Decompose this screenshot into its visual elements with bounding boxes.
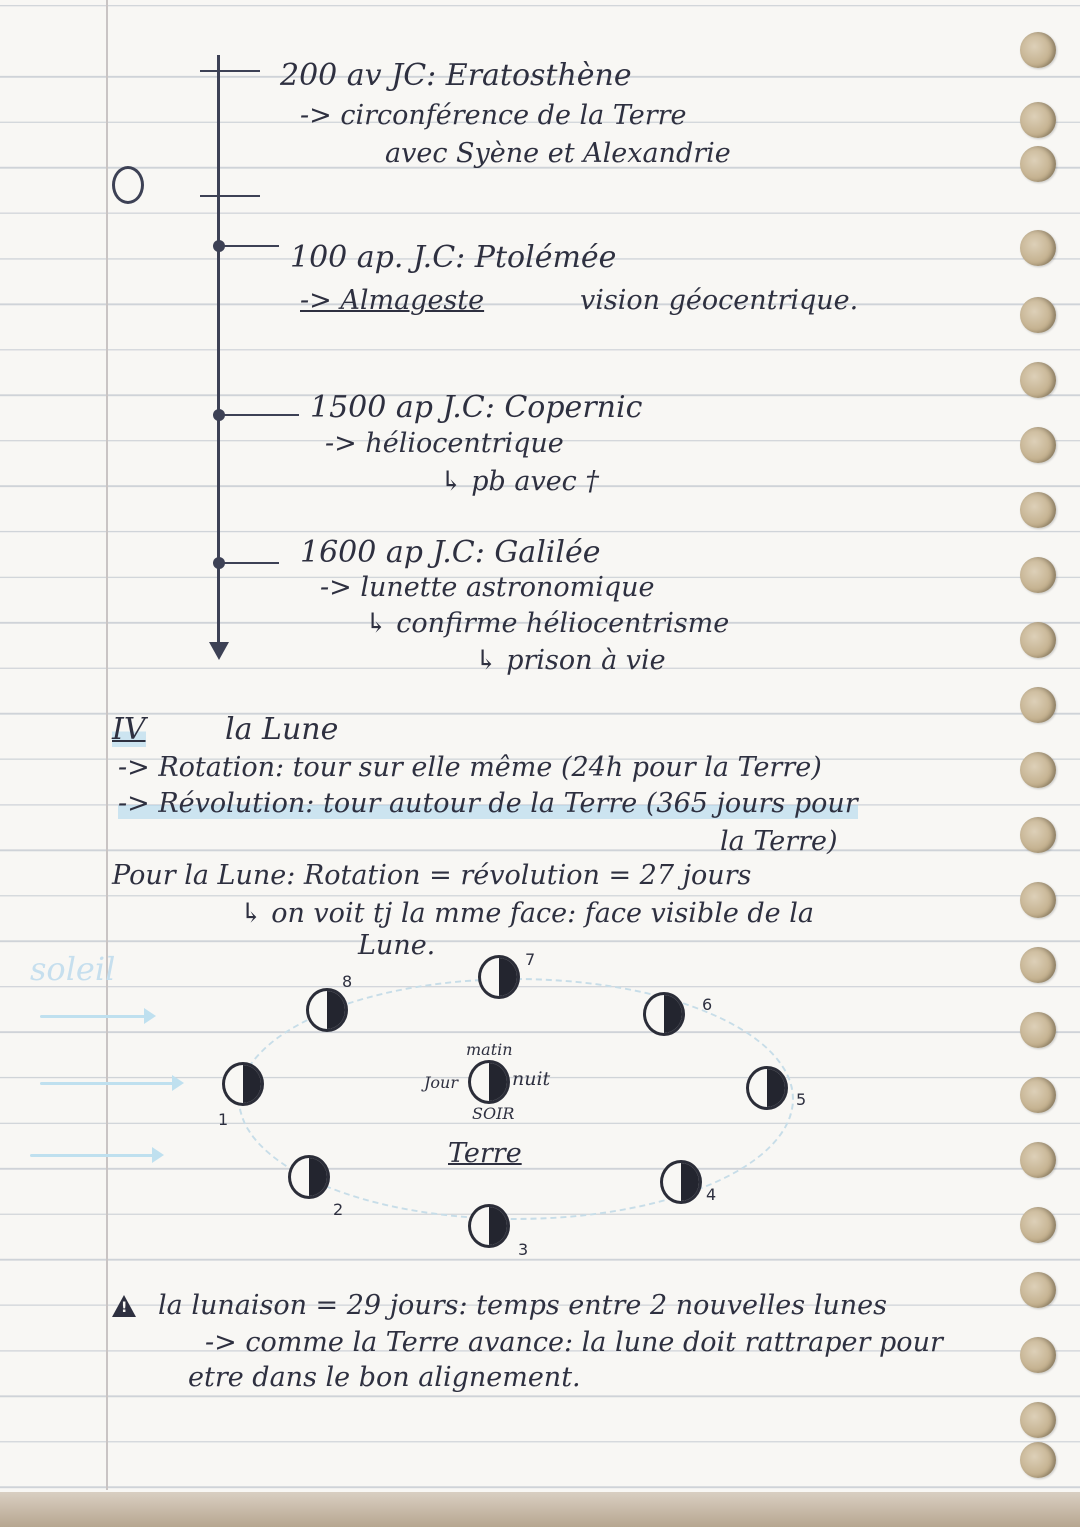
binder-hole <box>1020 146 1056 182</box>
moon-rotation-line: Pour la Lune: Rotation = révolution = 27 jours <box>112 860 752 891</box>
moon-number: 8 <box>342 972 353 991</box>
moon-phase-icon <box>660 1160 702 1204</box>
timeline-entry-heading: 100 ap. J.C: Ptolémée <box>290 240 617 275</box>
earth-label-night: nuit <box>512 1068 551 1090</box>
timeline-tick <box>219 562 279 564</box>
timeline-entry-line: ↳ prison à vie <box>475 645 666 676</box>
note-line: la lunaison = 29 jours: temps entre 2 nouvelles lunes <box>158 1290 887 1321</box>
binder-hole <box>1020 1012 1056 1048</box>
binder-hole <box>1020 687 1056 723</box>
timeline-entry-line: -> lunette astronomique <box>320 572 655 603</box>
binder-hole <box>1020 947 1056 983</box>
binder-hole <box>1020 622 1056 658</box>
binder-hole <box>1020 752 1056 788</box>
moon-phase-icon <box>746 1066 788 1110</box>
sun-label: soleil <box>30 950 116 988</box>
moon-phase-icon <box>288 1155 330 1199</box>
revolution-line-cont: la Terre) <box>720 826 838 857</box>
moon-phase-icon <box>468 1204 510 1248</box>
earth-label-evening: SOIR <box>472 1104 515 1123</box>
consequence-line: ↳ on voit tj la mme face: face visible de la <box>240 898 814 929</box>
binder-hole <box>1020 1207 1056 1243</box>
timeline-arrow-icon <box>209 642 229 660</box>
binder-hole <box>1020 427 1056 463</box>
warning-icon <box>112 1295 136 1317</box>
note-line: etre dans le bon alignement. <box>188 1362 581 1393</box>
note-line: -> comme la Terre avance: la lune doit rattraper pour <box>205 1327 943 1358</box>
timeline-entry-line: avec Syène et Alexandrie <box>385 138 731 169</box>
earth-label-morning: matin <box>466 1040 513 1059</box>
moon-number: 7 <box>525 950 536 969</box>
moon-phase-icon <box>306 988 348 1032</box>
timeline-tick <box>200 195 260 197</box>
section-number: IV <box>112 712 146 747</box>
binder-hole <box>1020 817 1056 853</box>
moon-number: 2 <box>333 1200 344 1219</box>
circle-mark <box>112 166 144 204</box>
moon-number: 6 <box>702 995 713 1014</box>
binder-hole <box>1020 1402 1056 1438</box>
earth-label: Terre <box>448 1138 522 1169</box>
timeline-tick <box>219 414 299 416</box>
timeline-entry-line: ↳ confirme héliocentrisme <box>365 608 730 639</box>
timeline-tick <box>200 70 260 72</box>
revolution-line: -> Révolution: tour autour de la Terre (365 jours pour <box>118 788 858 819</box>
page-bottom-edge <box>0 1492 1080 1527</box>
timeline-entry-line: vision géocentrique. <box>580 285 859 316</box>
binder-holes <box>1020 22 1070 1472</box>
timeline-entry-heading: 1500 ap J.C: Copernic <box>310 390 643 425</box>
moon-phase-icon <box>222 1062 264 1106</box>
moon-number: 4 <box>706 1185 717 1204</box>
sunlight-arrow-icon <box>40 1015 152 1018</box>
binder-hole <box>1020 1077 1056 1113</box>
sunlight-arrow-icon <box>40 1082 180 1085</box>
consequence-line-cont: Lune. <box>358 930 436 961</box>
earth-icon <box>468 1060 510 1104</box>
binder-hole <box>1020 492 1056 528</box>
timeline-entry-line: -> circonférence de la Terre <box>300 100 687 131</box>
binder-hole <box>1020 230 1056 266</box>
binder-hole <box>1020 362 1056 398</box>
moon-number: 1 <box>218 1110 229 1129</box>
timeline-entry-line: -> héliocentrique <box>325 428 564 459</box>
moon-phase-icon <box>643 992 685 1036</box>
timeline-entry-heading: 200 av JC: Eratosthène <box>280 58 632 93</box>
moon-number: 5 <box>796 1090 807 1109</box>
timeline-tick <box>219 245 279 247</box>
moon-number: 3 <box>518 1240 529 1259</box>
binder-hole <box>1020 1442 1056 1478</box>
binder-hole <box>1020 102 1056 138</box>
binder-hole <box>1020 32 1056 68</box>
moon-phase-icon <box>478 955 520 999</box>
binder-hole <box>1020 1142 1056 1178</box>
binder-hole <box>1020 557 1056 593</box>
binder-hole <box>1020 882 1056 918</box>
binder-hole <box>1020 297 1056 333</box>
margin-line <box>106 0 108 1490</box>
earth-label-day: Jour <box>424 1073 458 1092</box>
timeline-entry-line: -> Almageste <box>300 285 485 316</box>
binder-hole <box>1020 1337 1056 1373</box>
timeline-entry-heading: 1600 ap J.C: Galilée <box>300 535 601 570</box>
timeline-entry-line: ↳ pb avec † <box>440 466 599 497</box>
sunlight-arrow-icon <box>30 1154 160 1157</box>
rotation-line: -> Rotation: tour sur elle même (24h pour la Terre) <box>118 752 822 783</box>
binder-hole <box>1020 1272 1056 1308</box>
section-title: la Lune <box>225 712 339 747</box>
